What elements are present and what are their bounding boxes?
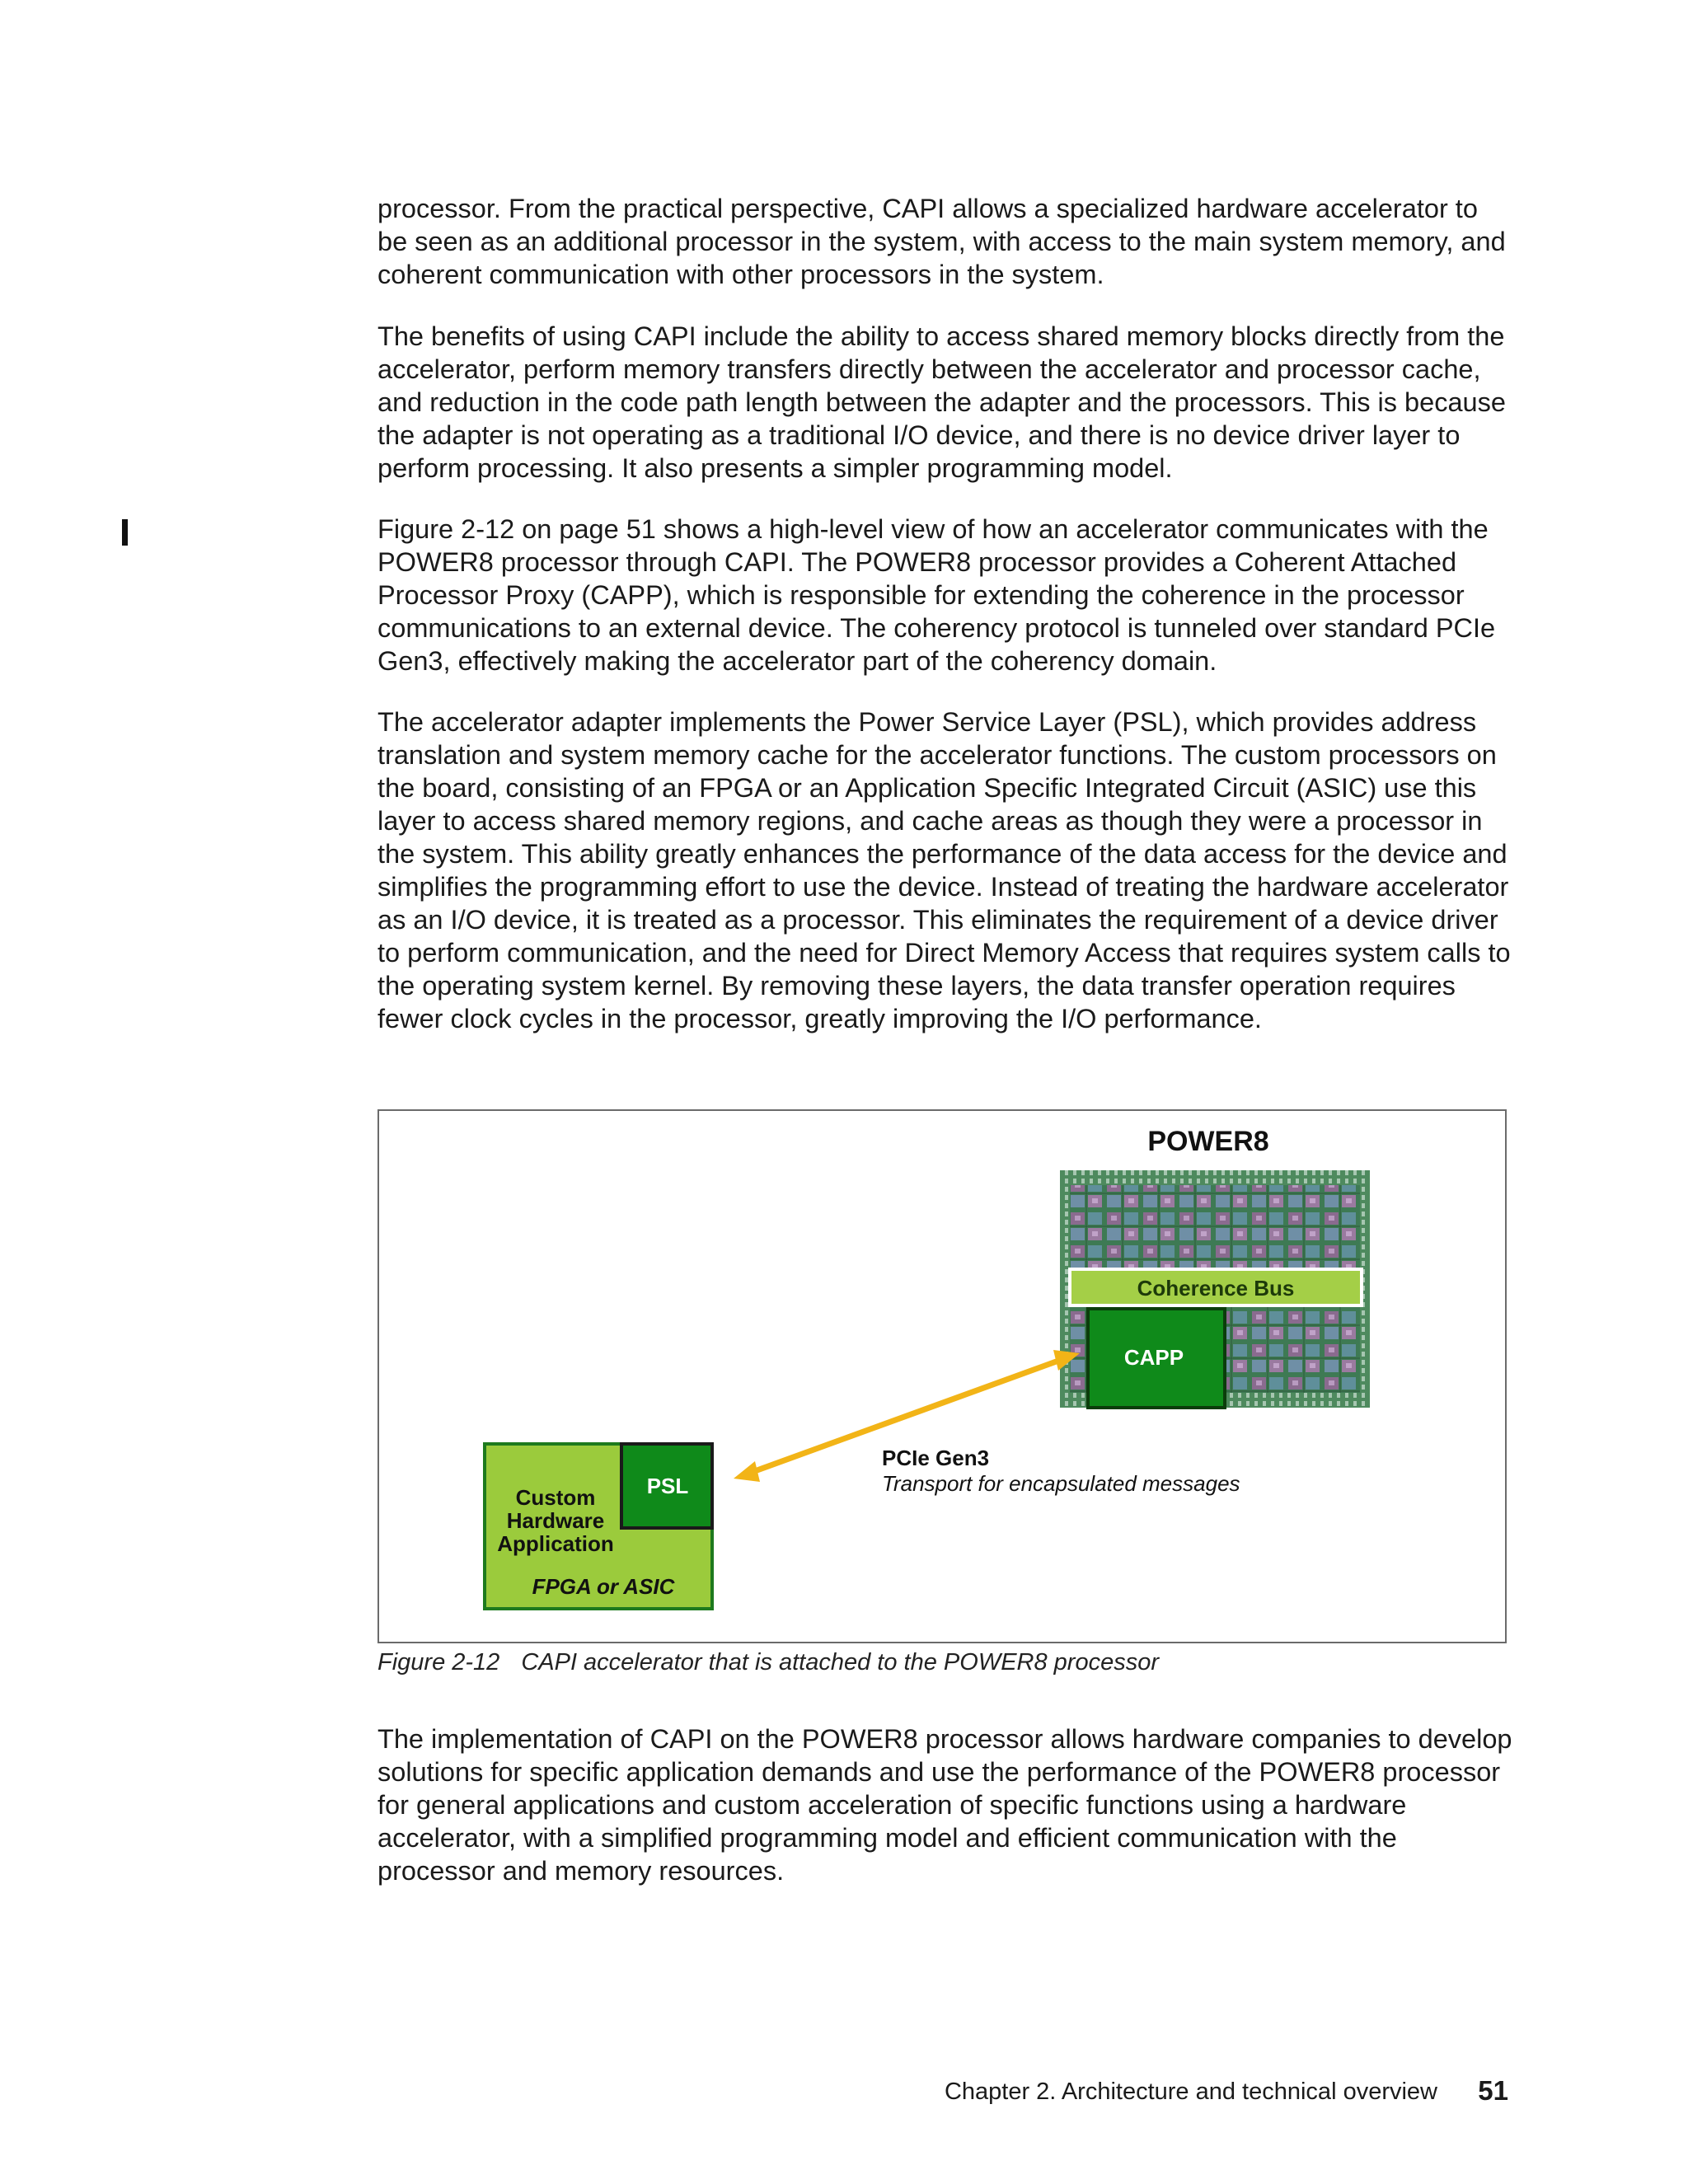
body-paragraph-3: Figure 2-12 on page 51 shows a high-level view of how an accelerator communicates with the POWER8 processor through CAPI. The POWER8 processor provides a Coherent Attached Processor Proxy (CAPP), which is responsible for extending the coherence in the processor communications to an external device. The coherency protocol is tunneled over standard PCIe Gen3, effectively making the accelerator part of the coherency domain.: [377, 514, 1496, 676]
psl-label: PSL: [646, 1474, 689, 1498]
figure-caption-text: CAPI accelerator that is attached to the POWER8 processor: [521, 1649, 1159, 1675]
page-footer: [0, 2075, 1688, 2111]
figure-2-12: [377, 1109, 1507, 1643]
revision-change-bar: [122, 519, 128, 546]
footer-chapter-title: Chapter 2. Architecture and technical overview: [944, 2079, 1437, 2105]
custom-label-line3: Application: [497, 1531, 614, 1556]
figure-caption-number: Figure 2-12: [377, 1649, 500, 1675]
capp-label: CAPP: [1123, 1345, 1184, 1370]
capi-diagram: [379, 1111, 1505, 1642]
footer-page-number: 51: [1478, 2075, 1508, 2106]
body-paragraph-4: The accelerator adapter implements the Power Service Layer (PSL), which provides address translation and system memory cache for the accelerator functions. The custom processors on the board, consisting of an FPGA or an Application Specific Integrated Circuit (ASIC) use this layer to access shared memory regions, and cache areas as though they were a processor in the system. This ability greatly enhances the performance of the data access for the device and simplifies the programming effort to use the device. Instead of treating the hardware accelerator as an I/O device, it is treated as a processor. This eliminates the requirement of a device driver to perform communication, and the need for Direct Memory Access that requires system calls to the operating system kernel. By removing these layers, the data transfer operation requires fewer clock cycles in the processor, greatly improving the I/O performance.: [377, 707, 1511, 1033]
body-paragraph-2: The benefits of using CAPI include the ability to access shared memory blocks directly from the accelerator, perform memory transfers directly between the accelerator and processor cache, and reduction in the code path length between the adapter and the processors. This is because the adapter is not operating as a traditional I/O device, and there is no device driver layer to perform processing. It also presents a simpler programming model.: [377, 321, 1506, 483]
fpga-asic-label: FPGA or ASIC: [532, 1574, 675, 1599]
custom-label-line2: Hardware: [506, 1508, 605, 1533]
coherence-bus-label: Coherence Bus: [1137, 1276, 1295, 1301]
power8-label: POWER8: [1147, 1126, 1269, 1157]
transport-label: Transport for encapsulated messages: [882, 1471, 1240, 1496]
pcie-gen3-label: PCIe Gen3: [882, 1446, 990, 1470]
body-paragraph-1: processor. From the practical perspective, CAPI allows a specialized hardware accelerator to be seen as an additional processor in the system, with access to the main system memory, and coherent communication with other processors in the system.: [377, 194, 1506, 289]
custom-label-line1: Custom: [515, 1485, 596, 1510]
figure-caption: [377, 1649, 1159, 1676]
body-paragraph-5: The implementation of CAPI on the POWER8 processor allows hardware companies to develop solutions for specific application demands and use the performance of the POWER8 processor for general applications and custom acceleration of specific functions using a hardware accelerator, with a simplified programming model and efficient communication with the processor and memory resources.: [377, 1724, 1512, 1886]
